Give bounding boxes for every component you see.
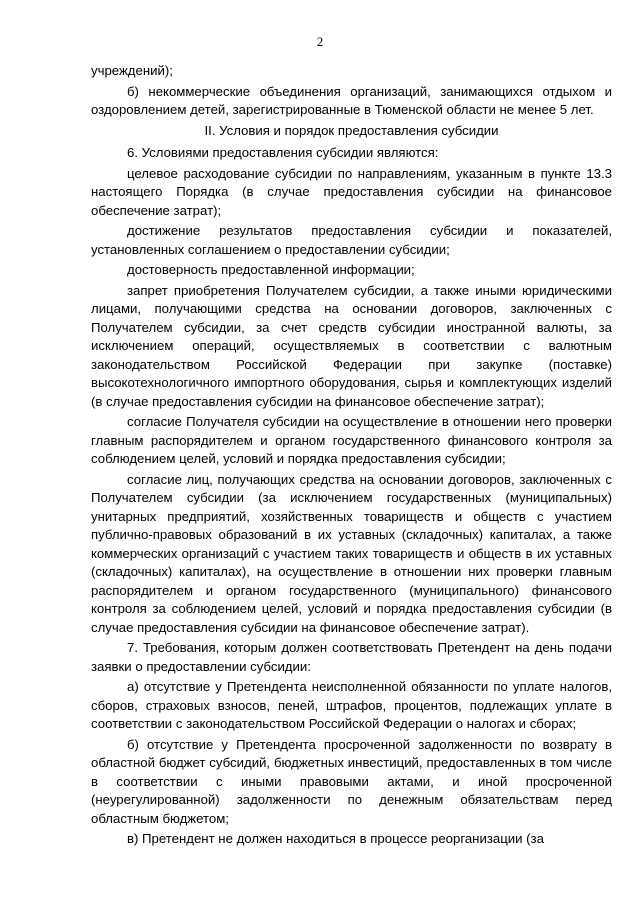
paragraph-clause-6: 6. Условиями предоставления субсидии являются: <box>127 145 439 160</box>
paragraph-condition-targeted-spending: целевое расходование субсидии по направлениям, указанным в пункте 13.3 настоящего Порядка (в случае предоставления субсидии на финансовое обеспечение затрат); <box>91 165 612 218</box>
paragraph-requirement-c: в) Претендент не должен находиться в процессе реорганизации (за <box>127 831 544 846</box>
section-heading: II. Условия и порядок предоставления субсидии <box>204 122 499 138</box>
paragraph-condition-third-party-consent: согласие лиц, получающих средства на основании договоров, заключенных с Получателем субсидии (за исключением государственных (муниципальных) унитарных предприятий, хозяйственных товариществ и обществ с участием публично-правовых образований в их уставных (складочных) капиталах, а также коммерческих организаций с участием таких товариществ и обществ в их уставных (складочных) капиталах), на осуществление в отношении них проверки главным распорядителем и органом государственного (муниципального) финансового контроля за соблюдением целей, условий и порядка предоставления субсидии (в случае предоставления субсидии на финансовое обеспечение затрат). <box>91 471 612 635</box>
paragraph-requirement-a: а) отсутствие у Претендента неисполненной обязанности по уплате налогов, сборов, страховых взносов, пеней, штрафов, процентов, подлежащих уплате в соответствии с законодательством Российской Федерации о налогах и сборах; <box>91 679 612 731</box>
paragraph-requirement-b: б) отсутствие у Претендента просроченной задолженности по возврату в областной бюджет субсидий, бюджетных инвестиций, предоставленных в том числе в соответствии с иными правовыми актами, и иной просроченной (неурегулированной) задолженности по денежным обязательствам перед областным бюджетом; <box>91 736 612 826</box>
paragraph-continuation: учреждений); <box>91 63 173 78</box>
paragraph-condition-results: достижение результатов предоставления субсидии и показателей, установленных соглашением о предоставлении субсидии; <box>91 223 612 257</box>
paragraph-condition-recipient-consent: согласие Получателя субсидии на осуществление в отношении него проверки главным распорядителем и органом государственного финансового контроля за соблюдением целей, условий и порядка предоставления субсидии; <box>91 414 612 466</box>
paragraph-condition-currency-ban: запрет приобретения Получателем субсидии, а также иными юридическими лицами, получающими средства на основании договоров, заключенных с Получателем субсидии, за счет средств субсидии иностранной валюты, за исключением операций, осуществляемых в соответствии с валютным законодательством Российской Федерации при закупке (поставке) высокотехнологичного импортного оборудования, сырья и комплектующих изделий (в случае предоставления субсидии на финансовое обеспечение затрат); <box>91 282 612 409</box>
paragraph-item-b-nonprofit: б) некоммерческие объединения организаций, занимающихся отдыхом и оздоровлением детей, зарегистрированные в Тюменской области не менее 5 лет. <box>91 83 612 117</box>
paragraph-condition-reliability: достоверность предоставленной информации; <box>127 262 415 277</box>
document-body <box>91 62 612 851</box>
paragraph-clause-7: 7. Требования, которым должен соответствовать Претендент на день подачи заявки о предоставлении субсидии: <box>91 640 612 674</box>
page-number: 2 <box>316 34 324 49</box>
